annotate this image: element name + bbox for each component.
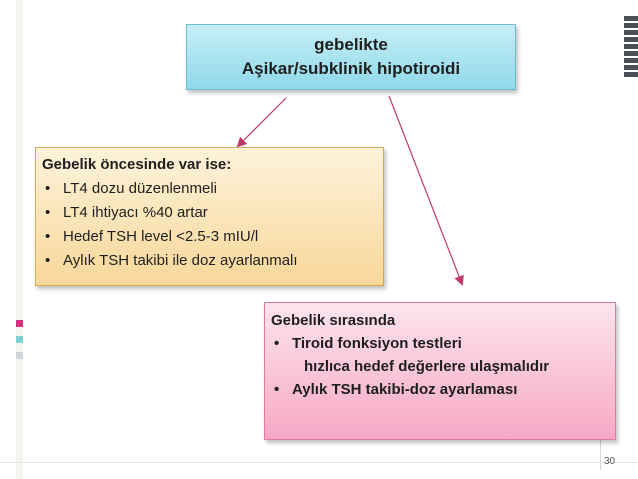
list-item: • Tiroid fonksiyon testleri [271,332,609,355]
list-item: • Aylık TSH takibi-doz ayarlaması [271,378,609,401]
list-item: • Hedef TSH level <2.5-3 mIU/l [42,225,377,249]
pre-pregnancy-list [42,177,377,273]
arrow-to-during-pregnancy [389,96,462,284]
during-pregnancy-list [271,332,609,401]
during-pregnancy-heading: Gebelik sırasında [271,312,396,329]
list-item: • LT4 ihtiyacı %40 artar [42,201,377,225]
pre-pregnancy-box [35,147,384,286]
during-pregnancy-box [264,302,616,440]
arrow-to-pre-pregnancy [238,98,286,146]
list-item: • LT4 dozu düzenlenmeli [42,177,377,201]
title-line-2: Aşikar/subklinik hipotiroidi [241,59,461,78]
page-number: 30 [604,456,616,467]
list-item: • Aylık TSH takibi ile doz ayarlanmalı [42,249,377,273]
title-line-1: gebelikte [314,35,388,54]
title-box [186,24,516,90]
pre-pregnancy-heading: Gebelik öncesinde var ise: [42,156,232,173]
list-item-continuation: hızlıca hedef değerlere ulaşmalıdır [304,358,550,375]
